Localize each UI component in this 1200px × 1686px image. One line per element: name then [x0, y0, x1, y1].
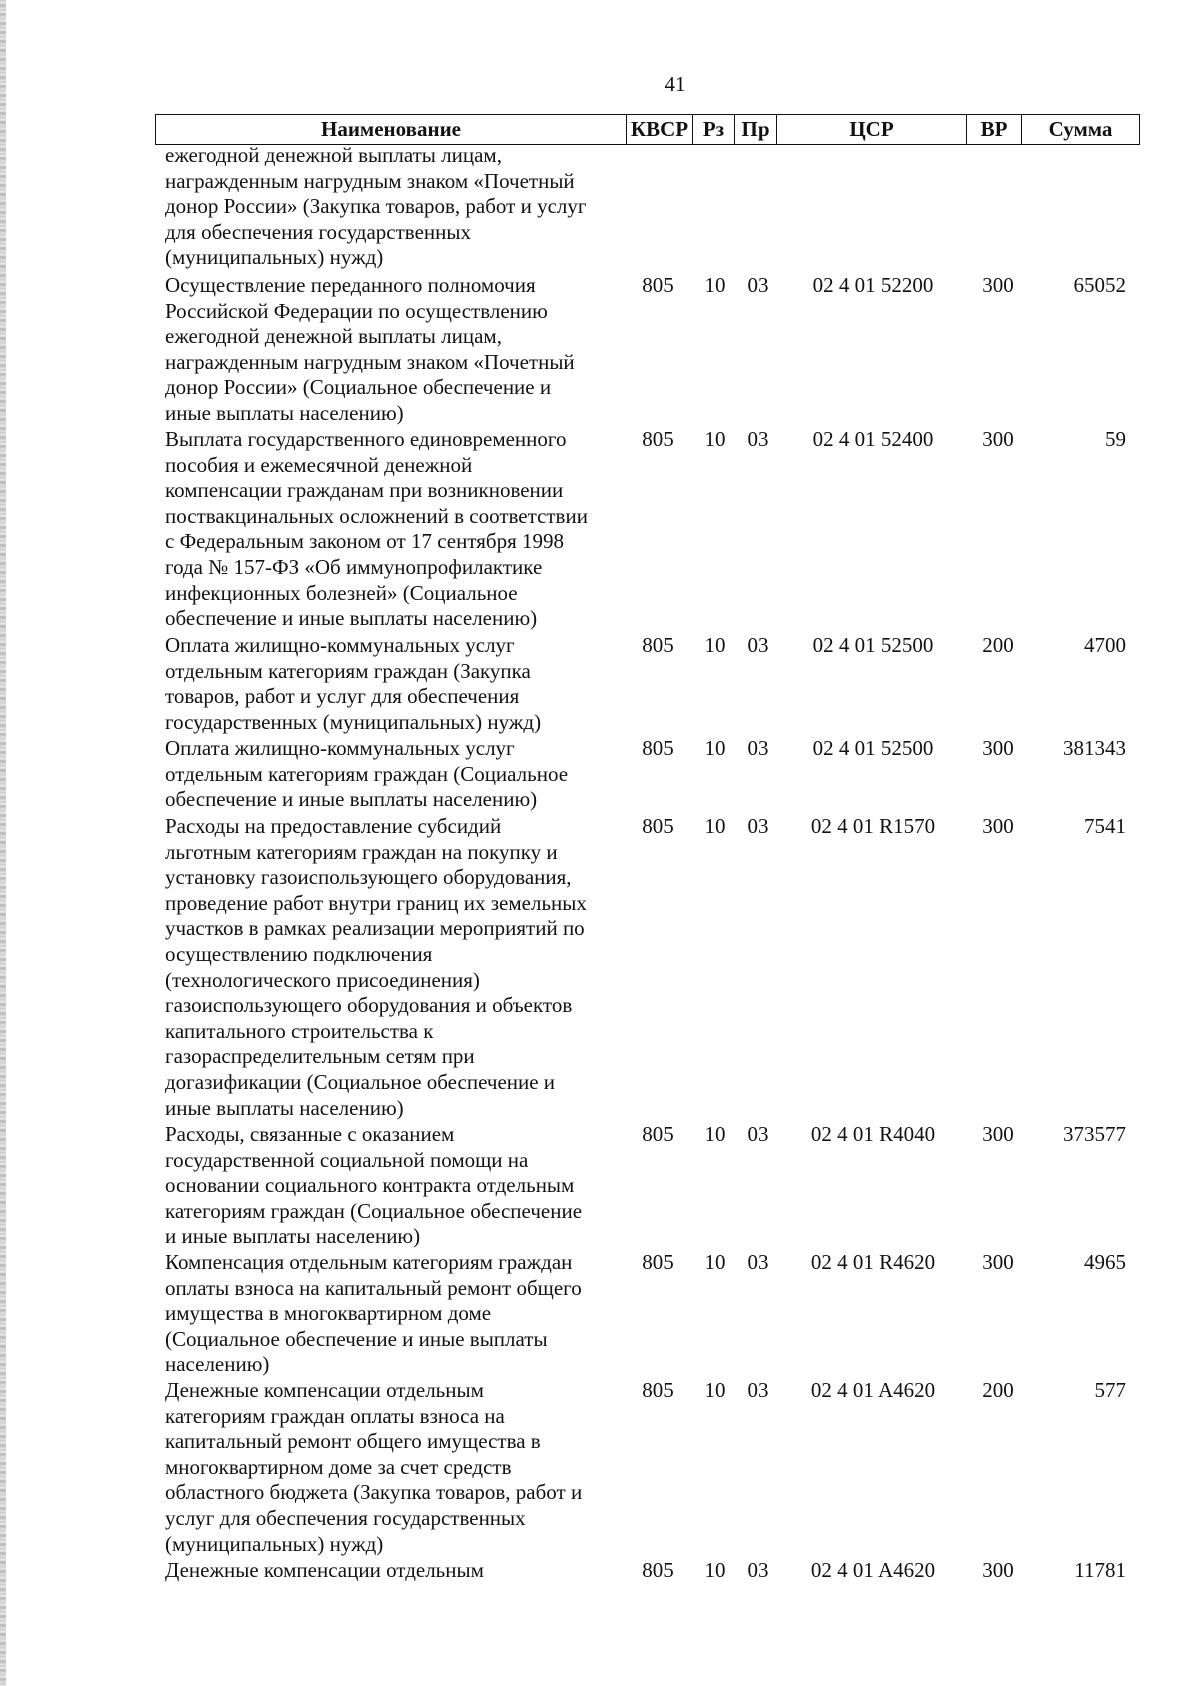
row-kvsr: 805 [642, 427, 674, 451]
row-name: Выплата государственного единовременного пособия и ежемесячной денежной компенсации гражданам при возникновении поствакцинальных осложнений в соответствии с Федеральным законом от 17 сентября 1998 года № 157-ФЗ «Об иммунопрофилактике инфекционных болезней» (Социальное обеспечение и иные выплаты населению) [165, 427, 588, 631]
row-name: Оплата жилищно-коммунальных услуг отдельным категориям граждан (Закупка товаров, работ и услуг для обеспечения государственных (муниципальных) нужд) [165, 633, 542, 734]
row-sum: 4965 [1084, 1250, 1126, 1274]
row-kvsr: 805 [642, 633, 674, 657]
row-rz: 10 [704, 1122, 726, 1146]
row-kvsr: 805 [642, 1122, 674, 1146]
row-vr: 200 [982, 633, 1014, 657]
row-csr: 02 4 01 52500 [812, 633, 934, 657]
row-kvsr: 805 [642, 1250, 674, 1274]
row-vr: 300 [982, 736, 1014, 760]
row-csr: 02 4 01 52500 [812, 736, 934, 760]
header-rz: Рз [692, 115, 734, 144]
row-pr: 03 [747, 273, 769, 297]
row-rz: 10 [704, 1558, 726, 1582]
row-kvsr: 805 [642, 1558, 674, 1582]
row-vr: 300 [982, 1558, 1014, 1582]
row-rz: 10 [704, 1378, 726, 1402]
row-name: Компенсация отдельным категориям граждан оплаты взноса на капитальный ремонт общего имущества в многоквартирном доме (Социальное обеспечение и иные выплаты населению) [165, 1250, 582, 1377]
scan-edge [0, 0, 6, 1686]
row-rz: 10 [704, 273, 726, 297]
row-name: Расходы, связанные с оказанием государственной социальной помощи на основании социального контракта отдельным категориям граждан (Социальное обеспечение и иные выплаты населению) [165, 1122, 583, 1249]
row-sum: 11781 [1074, 1558, 1126, 1582]
row-rz: 10 [704, 633, 726, 657]
row-csr: 02 4 01 R1570 [810, 814, 936, 838]
header-vr: ВР [966, 115, 1021, 144]
row-pr: 03 [747, 633, 769, 657]
row-sum: 381343 [1063, 736, 1126, 760]
row-csr: 02 4 01 52400 [812, 427, 934, 451]
row-vr: 300 [982, 1250, 1014, 1274]
header-sum: Сумма [1021, 115, 1139, 144]
header-pr: Пр [734, 115, 776, 144]
row-sum: 373577 [1063, 1122, 1126, 1146]
row-name: Денежные компенсации отдельным категориям граждан оплаты взноса на капитальный ремонт общего имущества в многоквартирном доме за счет средств областного бюджета (Закупка товаров, работ и услуг для обеспечения государственных (муниципальных) нужд) [165, 1378, 583, 1556]
row-csr: 02 4 01 52200 [812, 273, 934, 297]
row-pr: 03 [747, 1122, 769, 1146]
row-sum: 59 [1105, 427, 1126, 451]
row-vr: 300 [982, 814, 1014, 838]
row-vr: 300 [982, 273, 1014, 297]
row-pr: 03 [747, 1378, 769, 1402]
row-pr: 03 [747, 814, 769, 838]
header-kvsr: КВСР [626, 115, 692, 144]
page-number: 41 [664, 72, 686, 96]
row-kvsr: 805 [642, 814, 674, 838]
header-name: Наименование [321, 117, 461, 141]
row-csr: 02 4 01 R4620 [810, 1250, 936, 1274]
row-rz: 10 [704, 736, 726, 760]
row-pr: 03 [747, 1250, 769, 1274]
row-kvsr: 805 [642, 1378, 674, 1402]
row-kvsr: 805 [642, 273, 674, 297]
row-vr: 200 [982, 1378, 1014, 1402]
row-name: Осуществление переданного полномочия Российской Федерации по осуществлению ежегодной денежной выплаты лицам, награжденным нагрудным знаком «Почетный донор России» (Социальное обеспечение и иные выплаты населению) [165, 273, 575, 425]
row-pr: 03 [747, 1558, 769, 1582]
row-sum: 577 [1094, 1378, 1126, 1402]
row-name: ежегодной денежной выплаты лицам, награжденным нагрудным знаком «Почетный донор России» (Закупка товаров, работ и услуг для обеспечения государственных (муниципальных) нужд) [165, 143, 587, 270]
row-sum: 7541 [1084, 814, 1126, 838]
row-vr: 300 [982, 1122, 1014, 1146]
row-rz: 10 [704, 427, 726, 451]
table-header [155, 114, 1140, 145]
row-name: Расходы на предоставление субсидий льготным категориям граждан на покупку и установку газоиспользующего оборудования, проведение работ внутри границ их земельных участков в рамках реализации мероприятий по осуществлению подключения (технологического присоединения) газоиспользующего оборудования и объектов капитального строительства к газораспределительным сетям при догазификации (Социальное обеспечение и иные выплаты населению) [165, 814, 587, 1120]
row-name: Денежные компенсации отдельным [165, 1558, 484, 1582]
row-sum: 65052 [1073, 273, 1126, 297]
row-rz: 10 [704, 814, 726, 838]
row-kvsr: 805 [642, 736, 674, 760]
row-name: Оплата жилищно-коммунальных услуг отдельным категориям граждан (Социальное обеспечение и иные выплаты населению) [165, 736, 569, 812]
row-vr: 300 [982, 427, 1014, 451]
row-csr: 02 4 01 A4620 [810, 1558, 936, 1582]
row-rz: 10 [704, 1250, 726, 1274]
row-csr: 02 4 01 R4040 [810, 1122, 936, 1146]
header-csr: ЦСР [776, 115, 966, 144]
row-pr: 03 [747, 736, 769, 760]
row-sum: 4700 [1084, 633, 1126, 657]
row-csr: 02 4 01 A4620 [810, 1378, 936, 1402]
row-pr: 03 [747, 427, 769, 451]
